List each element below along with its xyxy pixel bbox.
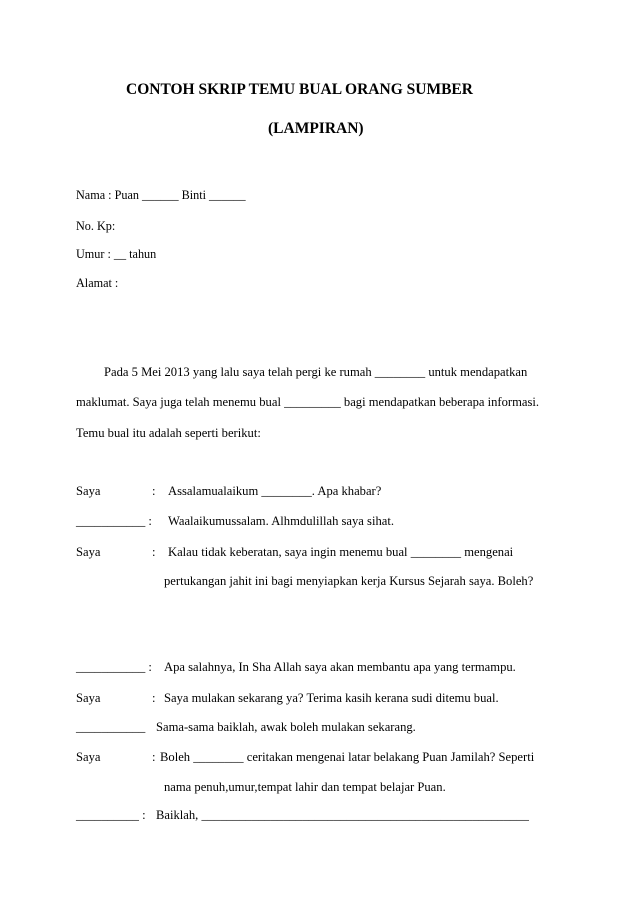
dialogue-text: pertukangan jahit ini bagi menyiapkan kerja Kursus Sejarah saya. Boleh? [164,574,534,588]
intro-line-2: maklumat. Saya juga telah menemu bual _________ bagi mendapatkan beberapa informasi. [76,395,540,409]
dialogue-speaker: Saya [76,750,101,764]
dialogue-speaker: Saya [76,545,101,559]
dialogue-speaker: ___________ [76,720,146,734]
intro-line-1: Pada 5 Mei 2013 yang lalu saya telah pergi ke rumah ________ untuk mendapatkan [104,365,528,379]
dialogue-text: Assalamualaikum ________. Apa khabar? [168,484,382,498]
dialogue-text: Waalaikumussalam. Alhmdulillah saya sihat. [168,514,394,528]
field-umur: Umur : __ tahun [76,247,157,261]
dialogue-speaker: __________ : [76,808,146,822]
dialogue-colon: : [152,484,156,498]
dialogue-text: nama penuh,umur,tempat lahir dan tempat belajar Puan. [164,780,446,794]
dialogue-text: Kalau tidak keberatan, saya ingin menemu bual ________ mengenai [168,545,514,559]
document-subtitle: (LAMPIRAN) [268,120,364,137]
dialogue-speaker: ___________ : [76,514,152,528]
document-title: CONTOH SKRIP TEMU BUAL ORANG SUMBER [126,81,473,98]
dialogue-colon: : [152,750,156,764]
dialogue-text: Baiklah, ____________________________________________________ [156,808,529,822]
dialogue-text: Saya mulakan sekarang ya? Terima kasih kerana sudi ditemu bual. [164,691,499,705]
field-nama: Nama : Puan ______ Binti ______ [76,188,246,202]
field-nokp: No. Kp: [76,219,116,233]
dialogue-speaker: Saya [76,691,101,705]
intro-line-3: Temu bual itu adalah seperti berikut: [76,426,261,440]
field-alamat: Alamat : [76,276,119,290]
dialogue-text: Apa salahnya, In Sha Allah saya akan membantu apa yang termampu. [164,660,516,674]
dialogue-colon: : [152,545,156,559]
dialogue-speaker: ___________ : [76,660,152,674]
dialogue-text: Boleh ________ ceritakan mengenai latar belakang Puan Jamilah? Seperti [160,750,535,764]
dialogue-speaker: Saya [76,484,101,498]
dialogue-text: Sama-sama baiklah, awak boleh mulakan sekarang. [156,720,416,734]
dialogue-colon: : [152,691,156,705]
